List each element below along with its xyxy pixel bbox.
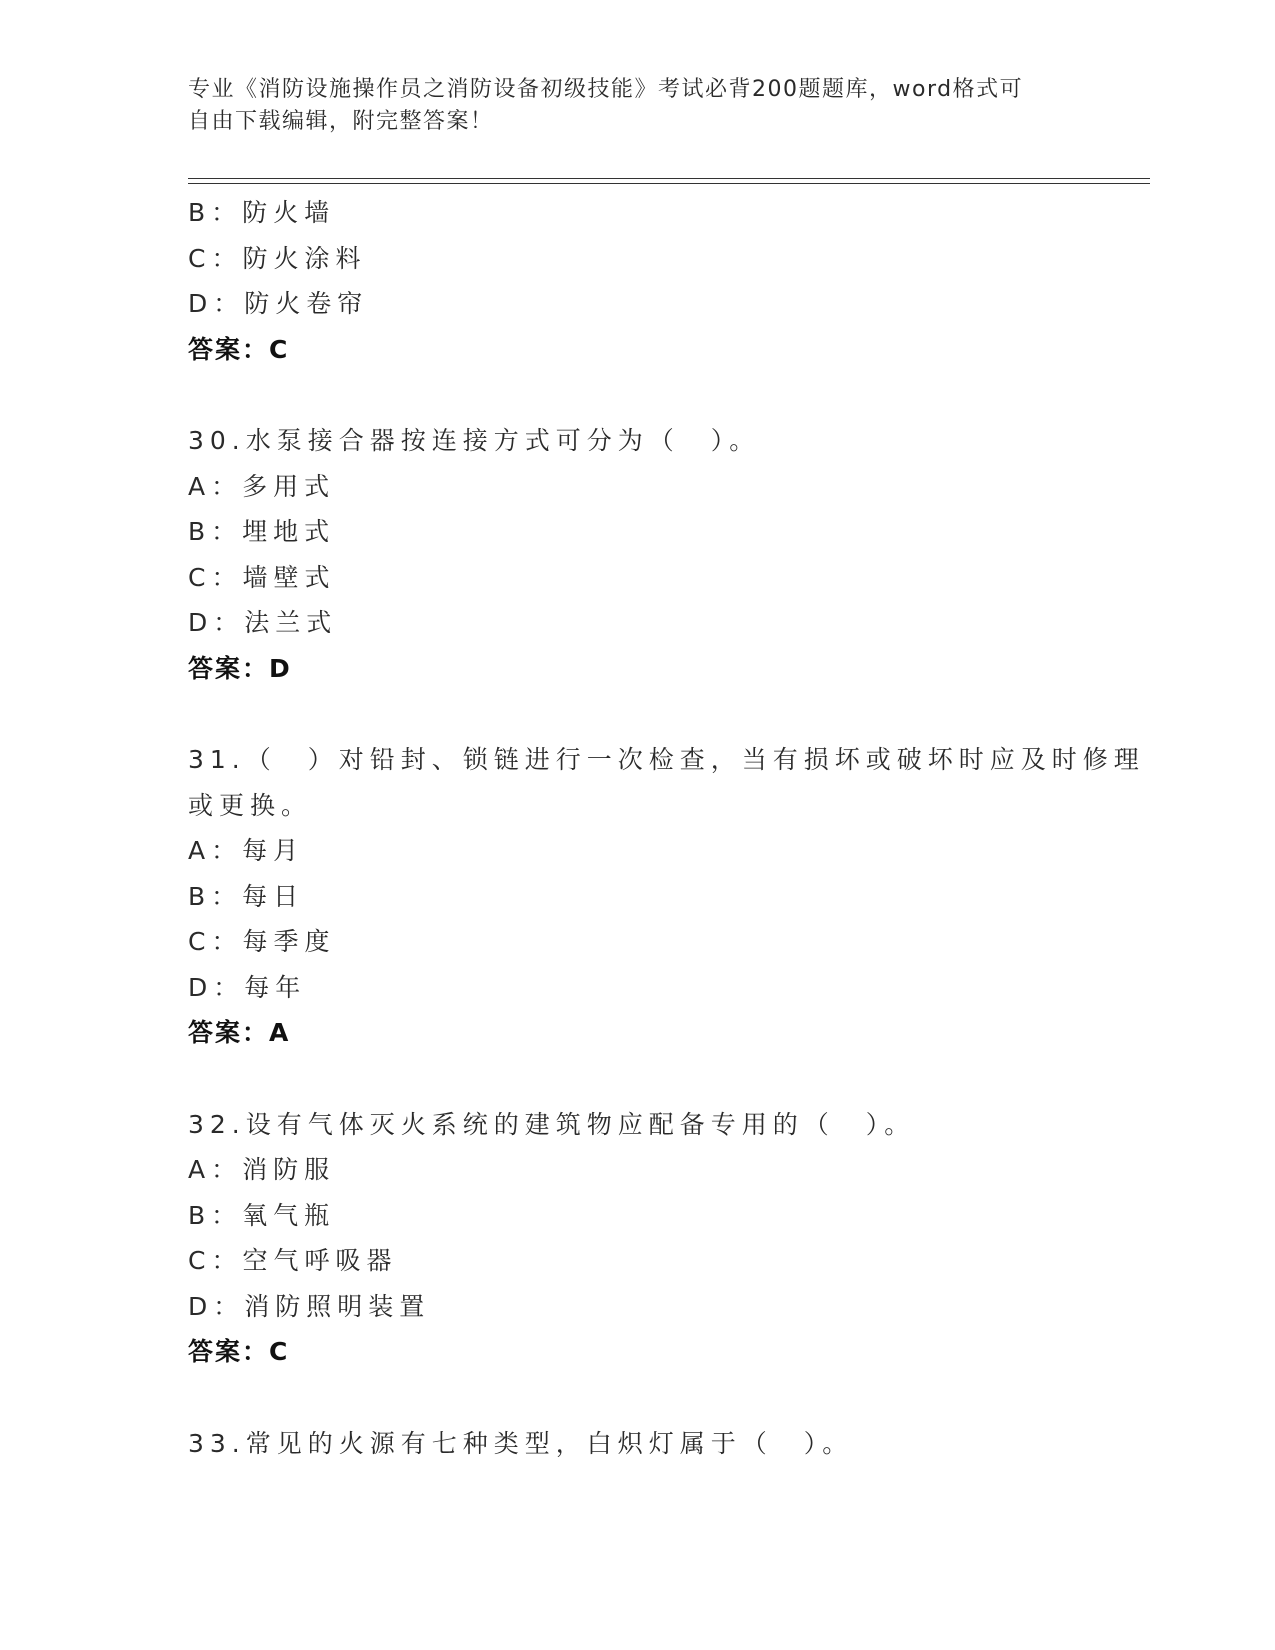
option-b: B：氧气瓶 [188, 1200, 336, 1230]
question-text: 30.水泵接合器按连接方式可分为（ ）。 [188, 426, 761, 455]
option-a: A：消防服 [188, 1155, 336, 1184]
option-b: B：每日 [188, 881, 305, 911]
option-c: C：空气呼吸器 [188, 1246, 398, 1275]
option-b: B：埋地式 [188, 517, 336, 546]
question-31 [188, 737, 1145, 1056]
answer: 答案：A [188, 1018, 291, 1047]
option-b: B：防火墙 [188, 198, 336, 227]
question-text: 32.设有气体灭火系统的建筑物应配备专用的（ ）。 [188, 1109, 916, 1139]
option-c: C：防火涂料 [188, 243, 367, 273]
spacer [188, 1375, 1088, 1421]
option-a: A：每月 [188, 836, 305, 865]
option-c: C：每季度 [188, 927, 336, 956]
header-line-1: 专业《消防设施操作员之消防设备初级技能》考试必背200题题库，word格式可 [188, 77, 1024, 102]
spacer [188, 1056, 1088, 1102]
question-30 [188, 418, 1088, 691]
header-divider-top [188, 178, 1150, 179]
option-d: D：防火卷帘 [188, 289, 369, 318]
option-d: D：消防照明装置 [188, 1291, 431, 1321]
question-32 [188, 1102, 1088, 1375]
question-text-line-2: 或更换。 [188, 790, 313, 820]
question-list [188, 190, 1145, 1466]
question-33 [188, 1421, 1088, 1467]
spacer [188, 372, 1088, 418]
header-divider-bottom [188, 183, 1150, 184]
option-d: D：法兰式 [188, 608, 338, 637]
option-a: A：多用式 [188, 471, 336, 501]
header-line-2: 自由下载编辑，附完整答案！ [188, 109, 494, 134]
option-d: D：每年 [188, 972, 307, 1002]
answer: 答案：C [188, 1337, 290, 1366]
question-text-line-1: 31.（ ）对铅封、锁链进行一次检查，当有损坏或破坏时应及时修理 [188, 745, 1145, 774]
answer: 答案：D [188, 653, 292, 683]
question-text: 33.常见的火源有七种类型，白炽灯属于（ ）。 [188, 1428, 854, 1458]
document-header [188, 74, 1068, 138]
answer: 答案：C [188, 334, 290, 364]
spacer [188, 691, 1088, 737]
question-29-tail [188, 190, 1088, 372]
option-c: C：墙壁式 [188, 562, 336, 592]
